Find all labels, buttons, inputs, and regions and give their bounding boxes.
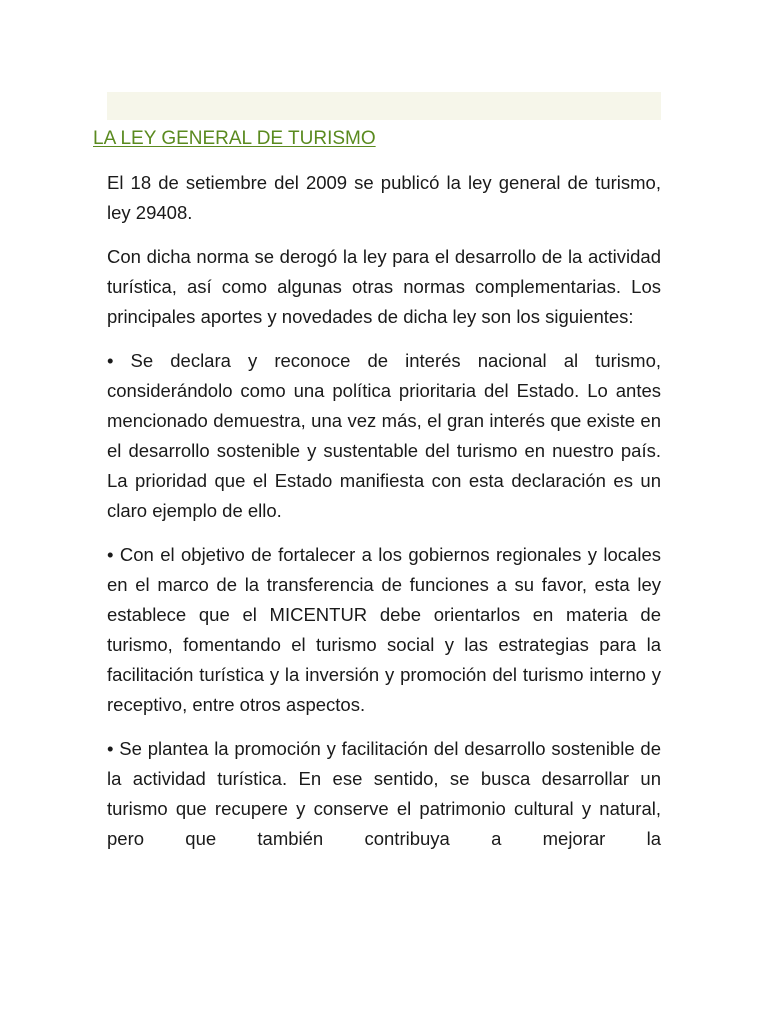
paragraph-bullet-sustainable-development: • Se plantea la promoción y facilitación del desarrollo sostenible de la actividad turística. En ese sentido, se busca desarrollar un turismo que recupere y conserve el patrimonio cultural y natural, pero que también contribuya a mejorar la xyxy=(107,738,661,849)
paragraph-bullet-national-interest: • Se declara y reconoce de interés nacional al turismo, considerándolo como una política prioritaria del Estado. Lo antes mencionado demuestra, una vez más, el gran interés que existe en el desarrollo sostenible y sustentable del turismo en nuestro país. La prioridad que el Estado manifiesta con esta declaración es un claro ejemplo de ello. xyxy=(107,350,661,521)
document-body xyxy=(107,168,661,868)
header-band xyxy=(107,92,661,120)
paragraph-derogation: Con dicha norma se derogó la ley para el desarrollo de la actividad turística, así como algunas otras normas complementarias. Los principales aportes y novedades de dicha ley son los siguientes: xyxy=(107,246,661,327)
paragraph-intro: El 18 de setiembre del 2009 se publicó la ley general de turismo, ley 29408. xyxy=(107,172,661,223)
paragraph-bullet-regional-governments: • Con el objetivo de fortalecer a los gobiernos regionales y locales en el marco de la transferencia de funciones a su favor, esta ley establece que el MICENTUR debe orientarlos en materia de turismo, fomentando el turismo social y las estrategias para la facilitación turística y la inversión y promoción del turismo interno y receptivo, entre otros aspectos. xyxy=(107,544,661,715)
page-title-link[interactable]: LA LEY GENERAL DE TURISMO xyxy=(93,128,376,149)
